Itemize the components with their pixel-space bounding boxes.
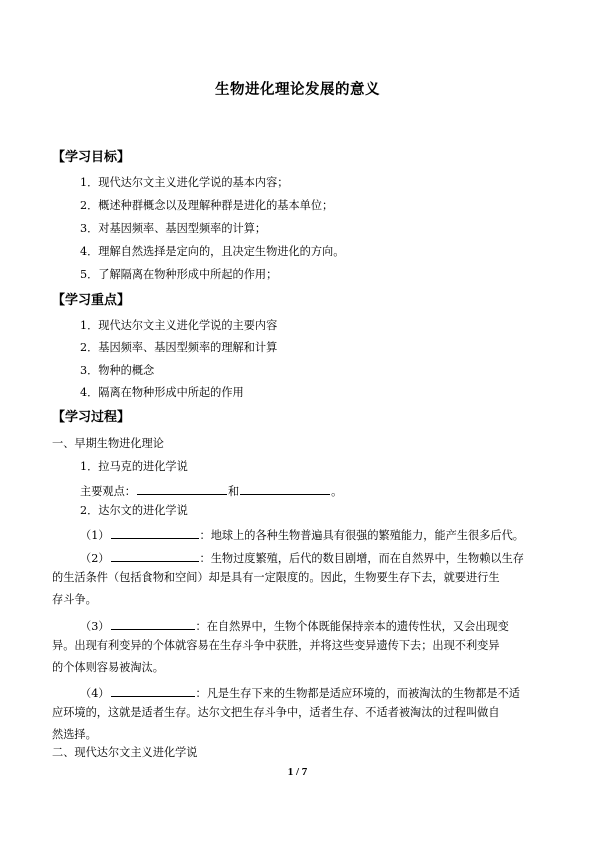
objective-item: 3．对基因频率、基因型频率的计算； xyxy=(80,222,267,235)
page-number: 1 / 7 xyxy=(287,766,308,778)
keypoint-item: 4．隔离在物种形成中所起的作用 xyxy=(80,386,244,399)
point-text: ：地球上的各种生物普遍具有很强的繁殖能力，能产生很多后代。 xyxy=(199,529,524,542)
keypoint-item: 2．基因频率、基因型频率的理解和计算 xyxy=(80,341,278,354)
point-text: ：生物过度繁殖，后代的数目剧增，而在自然界中，生物赖以生存 xyxy=(199,552,524,565)
keypoint-item: 1．现代达尔文主义进化学说的主要内容 xyxy=(80,319,278,332)
lamarck-end: 。 xyxy=(331,485,343,498)
lamarck-prefix: 主要观点： xyxy=(80,485,136,498)
objective-item: 1．现代达尔文主义进化学说的基本内容； xyxy=(80,176,289,189)
objective-item: 2．概述种群概念以及理解种群是进化的基本单位； xyxy=(80,199,334,212)
point-label: （1） xyxy=(80,529,110,542)
keypoints-heading: 【学习重点】 xyxy=(52,293,131,308)
fill-blank-5[interactable] xyxy=(111,617,195,630)
point-label: （4） xyxy=(80,687,110,700)
fill-blank-2[interactable] xyxy=(240,482,330,495)
darwin-point-4 xyxy=(80,684,520,701)
point-label: （2） xyxy=(80,552,110,565)
lamarck-title: 1．拉马克的进化学说 xyxy=(80,460,188,473)
fill-blank-3[interactable] xyxy=(111,526,199,539)
paragraph-line: 的个体则容易被淘汰。 xyxy=(52,661,164,674)
darwin-title: 2．达尔文的进化学说 xyxy=(80,504,188,517)
part2-title: 二、现代达尔文主义进化学说 xyxy=(52,746,198,759)
part1-title: 一、早期生物进化理论 xyxy=(52,437,164,450)
point-text: ：在自然界中，生物个体既能保持亲本的遗传性状，又会出现变 xyxy=(195,620,509,633)
paragraph-line: 的生活条件（包括食物和空间）却是具有一定限度的。因此，生物要生存下去，就要进行生 xyxy=(52,571,500,584)
objective-item: 4．理解自然选择是定向的，且决定生物进化的方向。 xyxy=(80,245,345,258)
fill-blank-1[interactable] xyxy=(137,482,227,495)
darwin-point-2 xyxy=(80,549,524,566)
darwin-point-1 xyxy=(80,526,524,543)
fill-blank-4[interactable] xyxy=(111,549,199,562)
page-title: 生物进化理论发展的意义 xyxy=(215,82,380,98)
darwin-point-3 xyxy=(80,617,509,634)
keypoint-item: 3．物种的概念 xyxy=(80,364,155,377)
paragraph-line: 异。出现有利变异的个体就容易在生存斗争中获胜，并将这些变异遗传下去；出现不利变异 xyxy=(52,639,500,652)
point-text: ：凡是生存下来的生物都是适应环境的，而被淘汰的生物都是不适 xyxy=(195,687,520,700)
objective-item: 5．了解隔离在物种形成中所起的作用； xyxy=(80,268,278,281)
lamarck-views xyxy=(80,482,342,499)
paragraph-line: 然选择。 xyxy=(52,728,97,741)
paragraph-line: 应环境的，这就是适者生存。达尔文把生存斗争中，适者生存、不适者被淘汰的过程叫做自 xyxy=(52,706,500,719)
paragraph-line: 存斗争。 xyxy=(52,593,97,606)
process-heading: 【学习过程】 xyxy=(52,410,131,425)
fill-blank-6[interactable] xyxy=(111,684,195,697)
objectives-heading: 【学习目标】 xyxy=(52,150,131,165)
point-label: （3） xyxy=(80,620,110,633)
lamarck-mid: 和 xyxy=(227,485,240,498)
